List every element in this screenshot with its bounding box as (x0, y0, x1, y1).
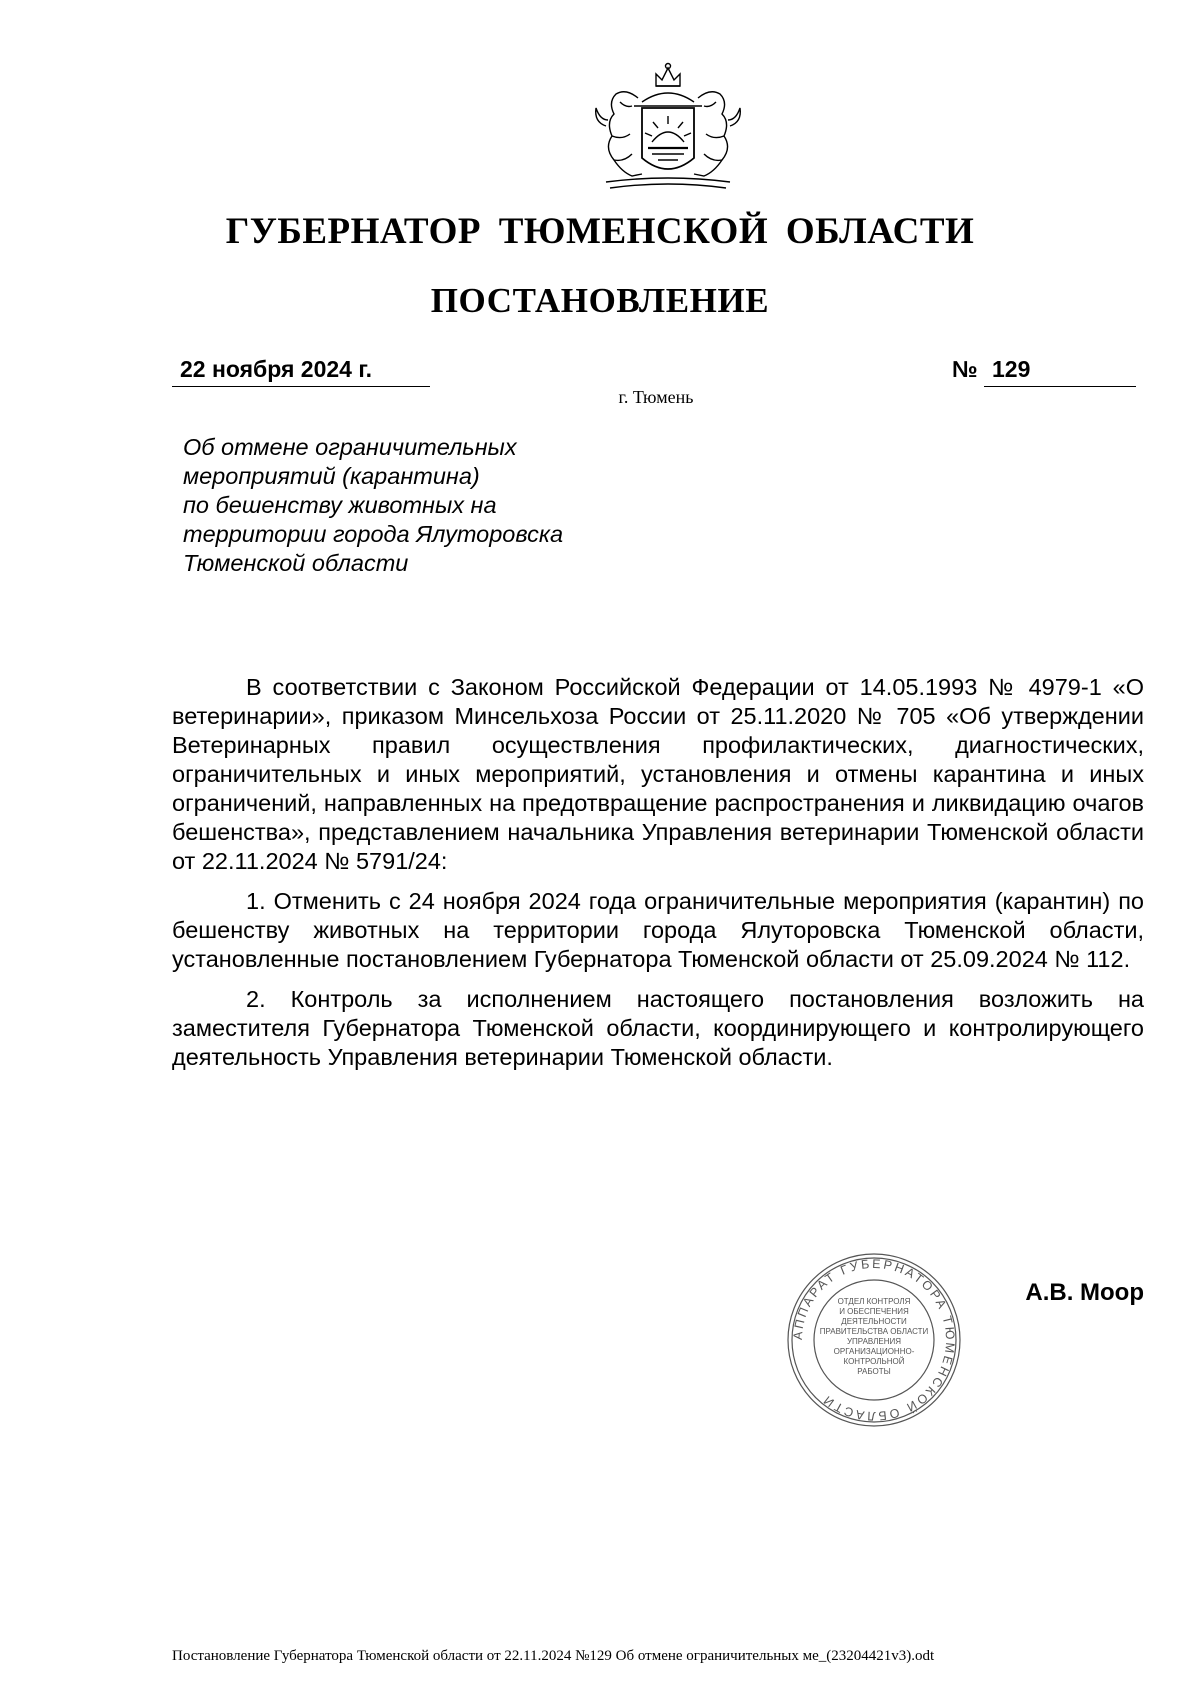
org-title: ГУБЕРНАТОР ТЮМЕНСКОЙ ОБЛАСТИ (225, 211, 975, 252)
document-date: 22 ноября 2024 г. (180, 356, 373, 382)
signature-block (784, 1250, 1144, 1430)
doc-type-title: ПОСТАНОВЛЕНИЕ (430, 281, 770, 320)
stamp-ring-text: АППАРАТ ГУБЕРНАТОРА ТЮМЕНСКОЙ ОБЛАСТИ (790, 1256, 958, 1424)
document-subject (183, 433, 653, 578)
city: г. Тюмень (618, 387, 694, 407)
subject-line: Об отмене ограничительных (183, 434, 517, 460)
number-field (984, 354, 1136, 387)
stamp-line: И ОБЕСПЕЧЕНИЯ (839, 1307, 909, 1316)
document-body (172, 673, 1144, 1083)
subject-line: по бешенству животных на (183, 492, 497, 518)
document-number: 129 (992, 356, 1031, 382)
number-label: № (952, 356, 978, 382)
stamp-line: РАБОТЫ (857, 1367, 891, 1376)
official-stamp (784, 1250, 964, 1430)
clause-2: 2. Контроль за исполнением настоящего постановления возложить на заместителя Губернатора Тюменской области, координирующего и контролирующего деятельность Управления ветеринарии Тюменской области. (172, 986, 1144, 1070)
coat-of-arms-icon (586, 62, 750, 192)
stamp-line: ПРАВИТЕЛЬСТВА ОБЛАСТИ (819, 1327, 929, 1336)
date-field (172, 354, 430, 387)
stamp-line: УПРАВЛЕНИЯ (846, 1337, 902, 1346)
preamble-paragraph: В соответствии с Законом Российской Федерации от 14.05.1993 № 4979-1 «О ветеринарии», приказом Минсельхоза России от 25.11.2020 № 705 «Об утверждении Ветеринарных правил осуществления профилактических, диагностических, ограничительных и иных мероприятий, установления и отмены карантина и иных ограничений, направленных на предотвращение распространения и ликвидацию очагов бешенства», представлением начальника Управления ветеринарии Тюменской области от 22.11.2024 № 5791/24: (172, 674, 1144, 874)
stamp-line: ОРГАНИЗАЦИОННО- (833, 1347, 915, 1356)
subject-line: территории города Ялуторовска (183, 521, 564, 547)
signer-name: А.В. Моор (1025, 1279, 1144, 1306)
stamp-line: ДЕЯТЕЛЬНОСТИ (841, 1317, 907, 1326)
stamp-line: КОНТРОЛЬНОЙ (843, 1357, 905, 1366)
footer-filename: Постановление Губернатора Тюменской области от 22.11.2024 №129 Об отмене ограничительных ме_(23204421v3).odt (172, 1648, 935, 1664)
stamp-line: ОТДЕЛ КОНТРОЛЯ (837, 1297, 911, 1306)
subject-line: мероприятий (карантина) (183, 463, 480, 489)
subject-line: Тюменской области (183, 550, 409, 576)
clause-1: 1. Отменить с 24 ноября 2024 года ограничительные мероприятия (карантин) по бешенству животных на территории города Ялуторовска Тюменской области, установленные постановлением Губернатора Тюменской области от 25.09.2024 № 112. (172, 888, 1144, 972)
